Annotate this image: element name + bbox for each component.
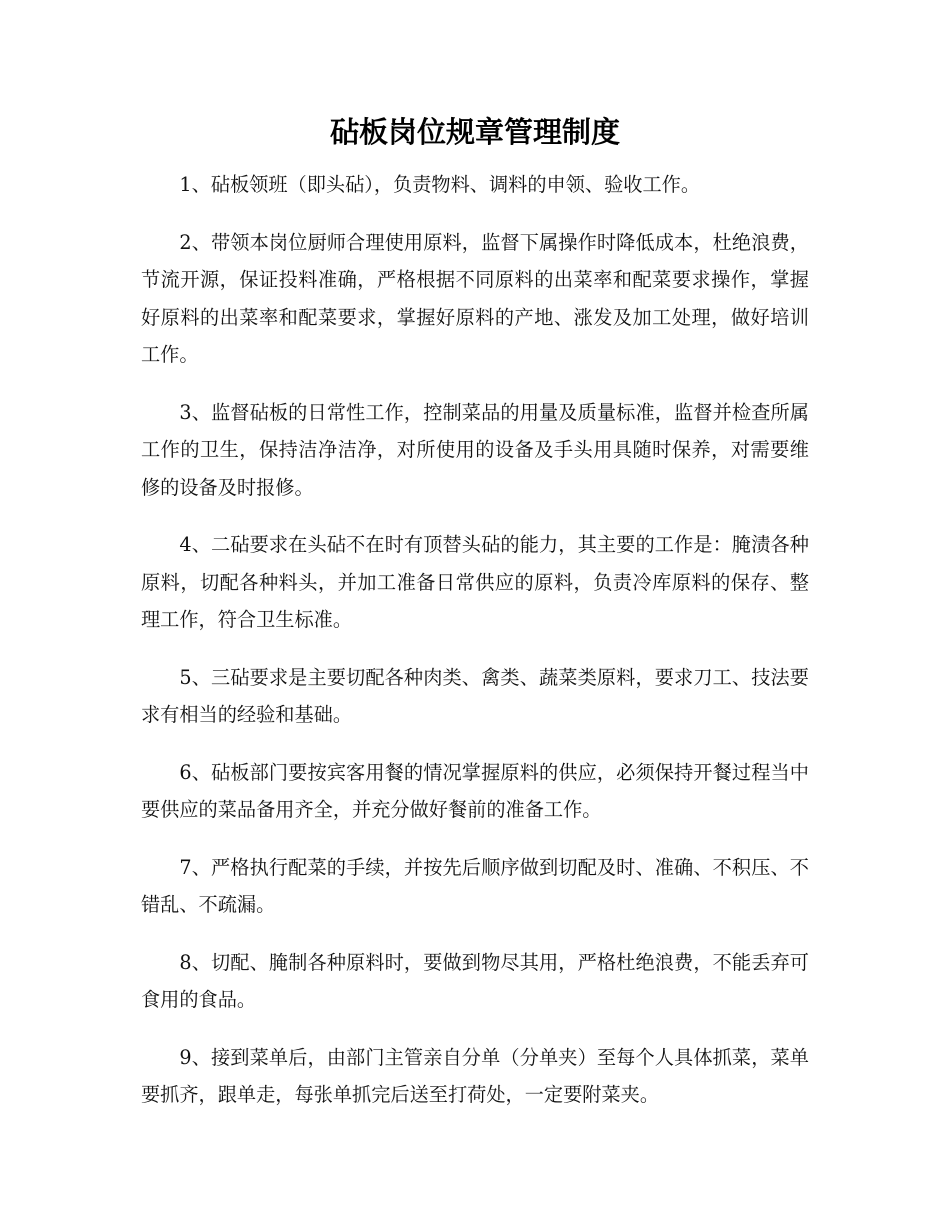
paragraph-1: 1、砧板领班（即头砧），负责物料、调料的申领、验收工作。 (179, 173, 701, 196)
paragraph-9: 9、接到菜单后，由部门主管亲自分单（分单夹）至每个人具体抓菜，菜单要抓齐，跟单走，每张单抓完后送至打荷处，一定要附菜夹。 (141, 1045, 809, 1106)
paragraph-3: 3、监督砧板的日常性工作，控制菜品的用量及质量标准，监督并检查所属工作的卫生，保持洁净洁净，对所使用的设备及手头用具随时保养，对需要维修的设备及时报修。 (141, 400, 809, 499)
document-body (141, 166, 809, 1134)
paragraph-7: 7、严格执行配菜的手续，并按先后顺序做到切配及时、准确、不积压、不错乱、不疏漏。 (141, 855, 809, 916)
paragraph-8: 8、切配、腌制各种原料时，要做到物尽其用，严格杜绝浪费，不能丢弃可食用的食品。 (141, 950, 809, 1011)
paragraph-6: 6、砧板部门要按宾客用餐的情况掌握原料的供应，必须保持开餐过程当中要供应的菜品备用齐全，并充分做好餐前的准备工作。 (141, 760, 809, 821)
paragraph-4: 4、二砧要求在头砧不在时有顶替头砧的能力，其主要的工作是：腌渍各种原料，切配各种料头，并加工准备日常供应的原料，负责冷库原料的保存、整理工作，符合卫生标准。 (141, 533, 809, 631)
paragraph-5: 5、三砧要求是主要切配各种肉类、禽类、蔬菜类原料，要求刀工、技法要求有相当的经验和基础。 (141, 665, 809, 726)
document-title: 砧板岗位规章管理制度 (329, 115, 620, 149)
paragraph-2: 2、带领本岗位厨师合理使用原料，监督下属操作时降低成本，杜绝浪费，节流开源，保证投料准确，严格根据不同原料的出菜率和配菜要求操作，掌握好原料的出菜率和配菜要求，掌握好原料的产地、涨发及加工处理，做好培训工作。 (141, 230, 809, 366)
